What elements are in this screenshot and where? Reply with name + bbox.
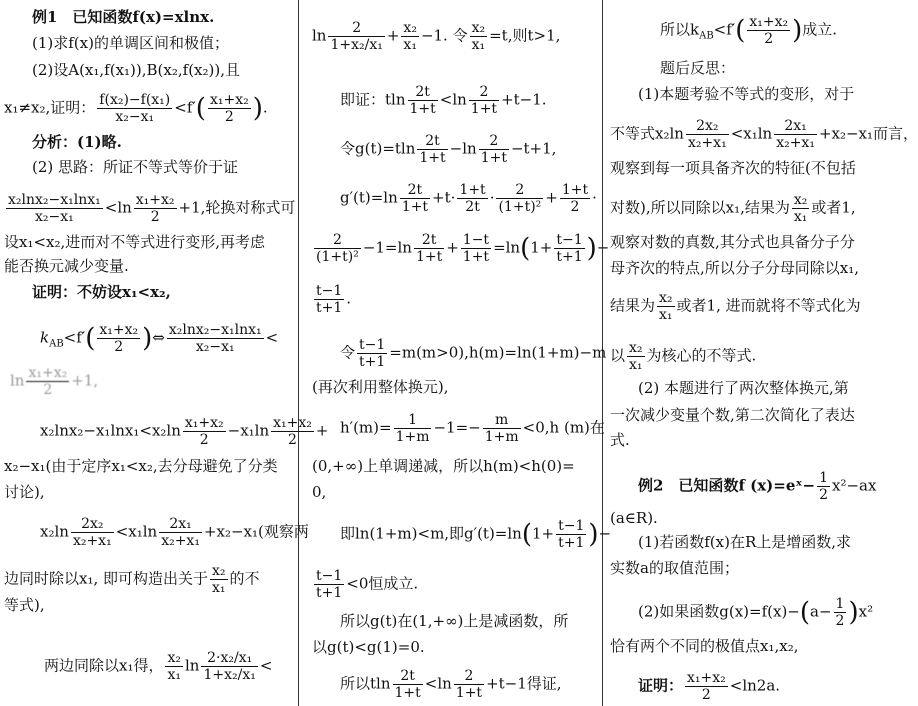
fraction: $\frac{\text{2x₂}}{\text{x₂+x₁}}$ — [72, 516, 112, 550]
fraction: $\frac{\text{x₂}}{\text{x₁}}$ — [793, 192, 808, 226]
fraction: $\frac{t-1}{t+1}$ — [558, 518, 585, 552]
fraction: $\frac{2}{1+t}$ — [480, 133, 507, 167]
fraction: $\frac{t-1}{t+1}$ — [316, 568, 343, 602]
fraction: $\frac{\text{x₁+x₂}}{2}$ — [749, 14, 789, 48]
math-line: ln $\frac{2}{\text{1+x₂/x₁}}$ + $\frac{\text{x₂}}{\text{x₁}}$ −1. 令 $\frac{\text{x₂}}{\text{x₁}}$ =t,则t>1, — [312, 20, 561, 54]
column-divider-1 — [298, 0, 299, 706]
fraction: $\frac{\text{2·x₂/x₁}}{\text{1+x₂/x₁}}$ — [203, 650, 256, 684]
text-line: 讨论), — [4, 483, 45, 501]
proof-statement: x₁≠x₂,证明： $\frac{\text{f(x₂)−f(x₁)}}{\text{x₂−x₁}}$ <f′( $\frac{\text{x₁+x₂}}{2}$ ). — [4, 92, 268, 126]
fraction: $\frac{2}{1+t}$ — [470, 84, 498, 118]
text-line: (a∈R). — [610, 509, 658, 527]
math-line: 结果为 $\frac{\text{x₂}}{\text{x₁}}$ 或者1, 进而就将不等式化为 — [610, 290, 861, 324]
column-middle — [312, 0, 612, 706]
fraction: $\frac{1+t}{2t}$ — [459, 182, 486, 216]
proof-start: 证明：不妨设x₁<x₂, — [32, 283, 171, 301]
fraction: $\frac{2t}{1+t}$ — [415, 232, 443, 266]
fraction: $\frac{\text{x₂}}{\text{x₁}}$ — [629, 340, 643, 374]
math-line: h′(m)= $\frac{1}{1+m}$ −1=− $\frac{m}{1+m}$ <0,h (m)在 — [340, 412, 605, 446]
text-line: 边同时除以x₁, 即可构造出关于 $\frac{\text{x₂}}{\text{x₁}}$ 的不 — [4, 563, 260, 597]
math-line: $\frac{t-1}{t+1}$ . — [316, 283, 352, 317]
fraction: $\frac{2t}{1+t}$ — [401, 182, 429, 216]
fraction: $\frac{1}{2}$ — [819, 470, 828, 504]
fraction: $\frac{\text{x₂}}{\text{x₁}}$ — [167, 650, 181, 684]
question-2: (2)如果函数g(x)=f(x)−(a− $\frac{1}{2}$ )x² — [638, 596, 874, 630]
question-1: (1)若函数f(x)在R上是增函数,求 — [638, 533, 852, 551]
text-line: (0,+∞)上单调递减，所以h(m)<h(0)= — [312, 457, 575, 475]
math-line: g′(t)=ln $\frac{2t}{1+t}$ +t· $\frac{1+t}{2t}$ · $\frac{2}{\text{(1+t)²}}$ + $\frac{1+t}{2}$ · — [340, 182, 597, 216]
math-line: 两边同除以x₁得， $\frac{\text{x₂}}{\text{x₁}}$ ln $\frac{\text{2·x₂/x₁}}{\text{1+x₂/x₁}}$ < — [44, 650, 273, 684]
fraction: $\frac{2t}{1+t}$ — [394, 668, 421, 702]
math-line: 即证：tln $\frac{2t}{1+t}$ <ln $\frac{2}{1+t}$ +t−1. — [340, 84, 547, 118]
fraction: $\frac{1-t}{1+t}$ — [462, 232, 490, 266]
fraction: $\frac{\text{f(x₂)−f(x₁)}}{\text{x₂−x₁}}$ — [99, 92, 171, 126]
text-line: 一次减少变量个数,第二次简化了表达 — [610, 406, 855, 424]
math-line: 所以tln $\frac{2t}{1+t}$ <ln $\frac{2}{1+t}$ +t−1得证, — [340, 668, 562, 702]
fraction: $\frac{2t}{1+t}$ — [419, 133, 446, 167]
text-line: 实数a的取值范围； — [610, 559, 739, 577]
text-line: 式. — [610, 431, 630, 449]
fraction: $\frac{2}{1+t}$ — [455, 668, 483, 702]
question-2: (2)设A(x₁,f(x₁)),B(x₂,f(x₂)),且 — [32, 61, 240, 79]
math-line: x₂lnx₂−x₁lnx₁<x₂ln $\frac{\text{x₁+x₂}}{2}$ −x₁ln $\frac{\text{x₁+x₂}}{2}$ + — [40, 415, 329, 449]
fraction: $\frac{\text{x₂}}{\text{x₁}}$ — [659, 290, 673, 324]
math-line: 令g(t)=tln $\frac{2t}{1+t}$ −ln $\frac{2}{1+t}$ −t+1, — [340, 133, 557, 167]
math-line: 令 $\frac{t-1}{t+1}$ =m(m>0),h(m)=ln(1+m)−m — [340, 337, 607, 371]
column-right — [610, 0, 918, 706]
math-line: 不等式x₂ln $\frac{\text{2x₂}}{\text{x₂+x₁}}$ <x₁ln $\frac{\text{2x₁}}{\text{x₂+x₁}}$ +x₂−x₁而言， — [610, 118, 918, 152]
text-line: (2) 本题进行了两次整体换元,第 — [638, 379, 849, 397]
fraction: $\frac{\text{x₁+x₂}}{2}$ — [99, 322, 139, 356]
text-line: 设x₁<x₂,进而对不等式进行变形,再考虑 — [4, 233, 266, 251]
text-line: 以g(t)<g(1)=0. — [312, 638, 425, 656]
proof-goal: 证明： $\frac{\text{x₁+x₂}}{2}$ <ln2a. — [638, 670, 781, 704]
math-line: 以 $\frac{\text{x₂}}{\text{x₁}}$ 为核心的不等式. — [610, 340, 757, 374]
text-line: (1)本题考验不等式的变形，对于 — [638, 85, 855, 103]
fraction: $\frac{\text{x₁+x₂}}{2}$ — [135, 192, 175, 226]
math-line: 所以$k_{AB}<f'$( $\frac{\text{x₁+x₂}}{2}$ )成立. — [660, 14, 838, 48]
math-line: $k_{AB}<f'$( $\frac{\text{x₁+x₂}}{2}$ )⇔ $\frac{\text{x₂lnx₂−x₁lnx₁}}{\text{x₂−x₁}}$ < — [40, 322, 279, 356]
analysis-2: (2) 思路：所证不等式等价于证 — [32, 158, 239, 176]
text-line: 观察到每一项具备齐次的特征(不包括 — [610, 159, 856, 177]
math-line: 对数),所以同除以x₁,结果为 $\frac{\text{x₂}}{\text{x₁}}$ 或者1, — [610, 192, 856, 226]
fraction: $\frac{\text{x₁+x₂}}{2}$ — [28, 365, 68, 399]
text-line: 等式), — [4, 596, 45, 614]
column-left — [4, 0, 329, 706]
fraction: $\frac{\text{x₁+x₂}}{2}$ — [687, 670, 726, 704]
fraction: $\frac{2t}{1+t}$ — [409, 84, 436, 118]
fraction: $\frac{\text{x₂}}{\text{x₁}}$ — [403, 20, 417, 54]
fraction: $\frac{2}{\text{(1+t)²}}$ — [316, 232, 359, 266]
fraction: $\frac{\text{x₂}}{\text{x₁}}$ — [212, 563, 226, 597]
fraction: $\frac{\text{x₁+x₂}}{2}$ — [209, 92, 249, 126]
question-1: (1)求f(x)的单调区间和极值； — [32, 34, 229, 52]
fraction: $\frac{\text{x₁+x₂}}{2}$ — [184, 415, 224, 449]
fraction: $\frac{\text{2x₂}}{\text{x₂+x₁}}$ — [687, 118, 727, 152]
fraction: $\frac{\text{2x₁}}{\text{x₂+x₁}}$ — [776, 118, 815, 152]
fraction: $\frac{2}{\text{1+x₂/x₁}}$ — [330, 20, 383, 54]
fraction: $\frac{\text{2x₁}}{\text{x₂+x₁}}$ — [161, 516, 200, 550]
text-line: 观察对数的真数,其分式也具备分子分 — [610, 233, 855, 251]
fraction: $\frac{t-1}{t+1}$ — [316, 283, 343, 317]
text-line: 0, — [312, 483, 327, 501]
math-line: $\frac{2}{\text{(1+t)²}}$ −1=ln $\frac{2t}{1+t}$ + $\frac{1-t}{1+t}$ =ln(1+ $\frac{t-1}{t+1}$ )− — [316, 232, 610, 266]
example2-title: 例2 已知函数f (x)=eˣ− $\frac{1}{2}$ x²−ax — [638, 470, 877, 504]
fraction: $\frac{m}{1+m}$ — [484, 412, 519, 446]
math-line: 即ln(1+m)<m,即g′(t)=ln(1+ $\frac{t-1}{t+1}$ )− — [340, 518, 612, 552]
text-line: x₂−x₁(由于定序x₁<x₂,去分母避免了分类 — [4, 457, 278, 475]
reflection-title: 题后反思： — [660, 59, 736, 77]
fraction: $\frac{\text{x₂lnx₂−x₁lnx₁}}{\text{x₂−x₁}}$ — [168, 322, 262, 356]
equivalent-inequality: $\frac{\text{x₂lnx₂−x₁lnx₁}}{\text{x₂−x₁}}$ <ln $\frac{\text{x₁+x₂}}{2}$ +1,轮换对称式可 — [8, 192, 296, 226]
text-line: (再次利用整体换元), — [312, 378, 449, 396]
fraction: $\frac{\text{x₁+x₂}}{2}$ — [273, 415, 312, 449]
example1-title: 例1 已知函数f(x)=xlnx. — [32, 8, 215, 26]
analysis-1: 分析：(1)略. — [32, 133, 122, 151]
math-line: $\frac{t-1}{t+1}$ <0恒成立. — [316, 568, 419, 602]
fraction: $\frac{1}{2}$ — [835, 596, 845, 630]
fraction: $\frac{t-1}{t+1}$ — [359, 337, 386, 371]
text-line: 所以g(t)在(1,+∞)上是减函数，所 — [340, 612, 569, 630]
text-line: 能否换元减少变量. — [4, 257, 129, 275]
fraction: $\frac{1}{1+m}$ — [395, 412, 430, 446]
fraction: $\frac{\text{x₂}}{\text{x₁}}$ — [471, 20, 486, 54]
text-line: 母齐次的特点,所以分子分母同除以x₁, — [610, 259, 860, 277]
math-line: ln $\frac{\text{x₁+x₂}}{2}$ +1, — [10, 365, 99, 399]
text-line: 恰有两个不同的极值点x₁,x₂, — [610, 637, 799, 655]
fraction: $\frac{1+t}{2}$ — [561, 182, 589, 216]
fraction: $\frac{2}{\text{(1+t)²}}$ — [498, 182, 542, 216]
fraction: $\frac{t-1}{t+1}$ — [556, 232, 583, 266]
fraction: $\frac{\text{x₂lnx₂−x₁lnx₁}}{\text{x₂−x₁}}$ — [8, 192, 101, 226]
math-line: x₂ln $\frac{\text{2x₂}}{\text{x₂+x₁}}$ <x₁ln $\frac{\text{2x₁}}{\text{x₂+x₁}}$ +x₂−x₁(观察两 — [40, 516, 309, 550]
